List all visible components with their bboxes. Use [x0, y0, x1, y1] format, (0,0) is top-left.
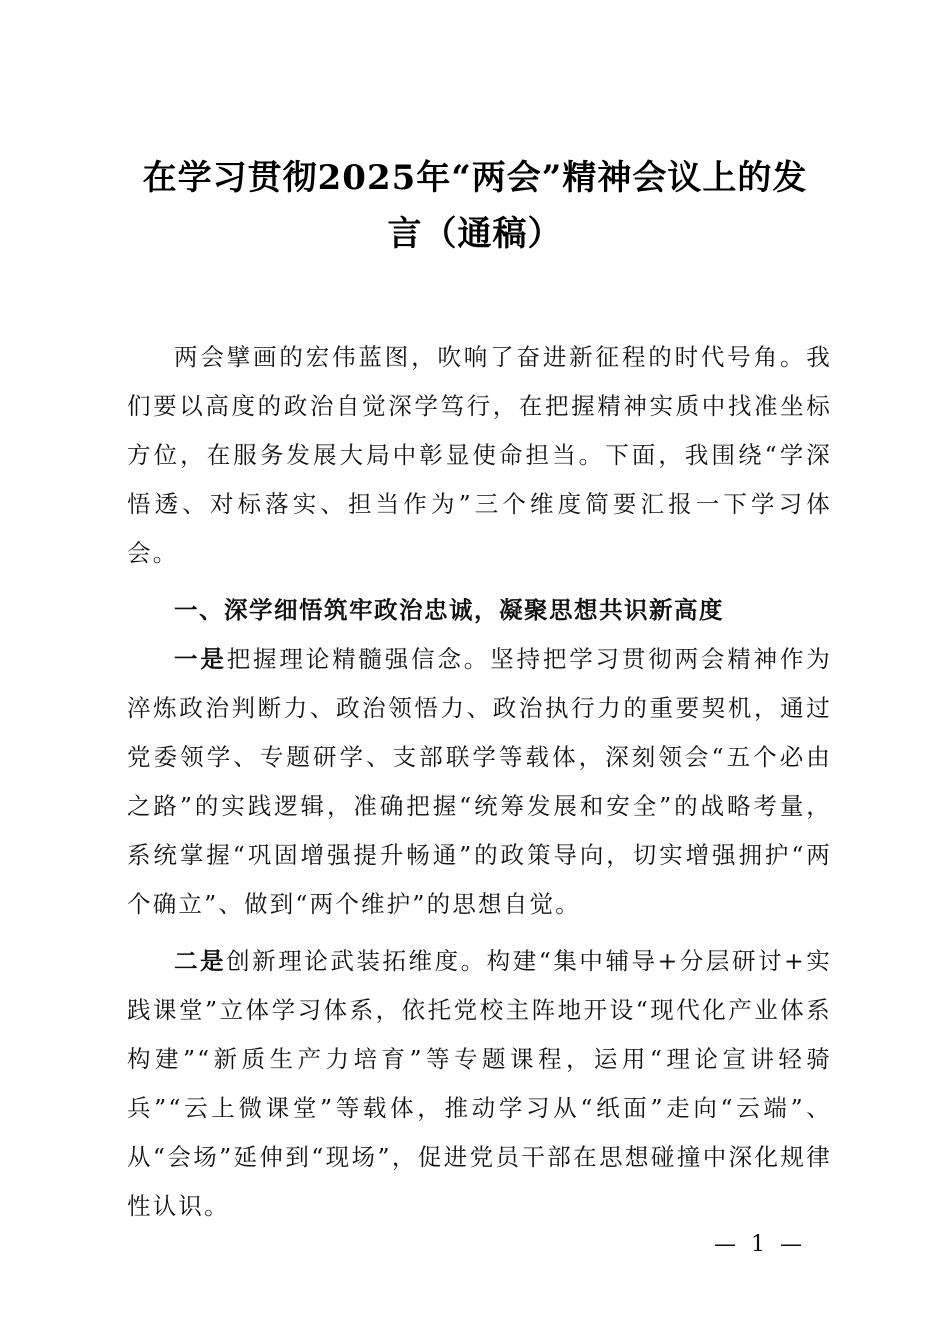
- point-2-lead: 二是: [174, 947, 227, 975]
- section-1-heading: 一、深学细悟筑牢政治忠诚，凝聚思想共识新高度: [174, 596, 724, 624]
- point-2-paragraph: [127, 937, 832, 1231]
- document-title: [120, 150, 830, 262]
- page-number: — 1 —: [714, 1232, 806, 1257]
- document-body: [127, 333, 832, 1239]
- point-2-text: 创新理论武装拓维度。构建“集中辅导+分层研讨+实践课堂”立体学习体系，依托党校主阵地开设“现代化产业体系构建”“新质生产力培育”等专题课程，运用“理论宣讲轻骑兵”“云上微课堂”等载体，推动学习从“纸面”走向“云端”、从“会场”延伸到“现场”，促进党员干部在思想碰撞中深化规律性认识。: [127, 947, 832, 1220]
- document-title-line-2: 言（通稿）: [387, 214, 563, 254]
- intro-paragraph: 两会擘画的宏伟蓝图，吹响了奋进新征程的时代号角。我们要以高度的政治自觉深学笃行，在把握精神实质中找准坐标方位，在服务发展大局中彰显使命担当。下面，我围绕“学深悟透、对标落实、担当作为”三个维度简要汇报一下学习体会。: [127, 343, 832, 567]
- point-1-text: 把握理论精髓强信念。坚持把学习贯彻两会精神作为淬炼政治判断力、政治领悟力、政治执行力的重要契机，通过党委领学、专题研学、支部联学等载体，深刻领会“五个必由之路”的实践逻辑，准确把握“统筹发展和安全”的战略考量，系统掌握“巩固增强提升畅通”的政策导向，切实增强拥护“两个确立”、做到“两个维护”的思想自觉。: [127, 645, 832, 918]
- point-1-paragraph: [127, 635, 832, 929]
- point-1-lead: 一是: [174, 645, 227, 673]
- document-title-line-1: 在学习贯彻2025年“两会”精神会议上的发: [142, 158, 808, 198]
